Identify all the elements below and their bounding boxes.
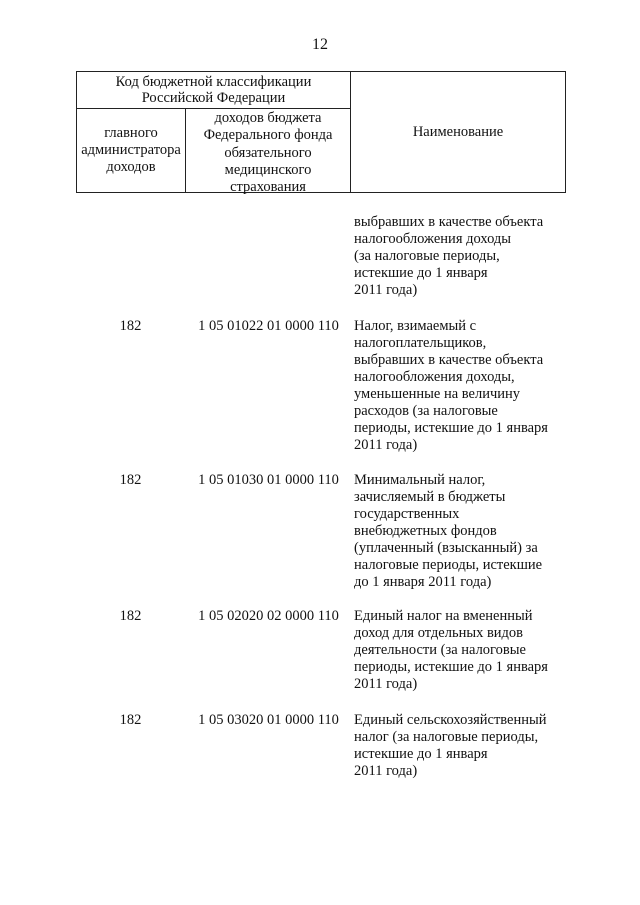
header-col-income-code bbox=[186, 109, 350, 196]
row-income-code: 1 05 02020 02 0000 110 bbox=[198, 608, 339, 624]
row-admin-code: 182 bbox=[119, 318, 142, 334]
row-name-line: налогообложения доходы, bbox=[354, 369, 515, 385]
header-group-title-line: Код бюджетной классификации bbox=[115, 74, 312, 90]
row-name-line: (уплаченный (взысканный) за bbox=[354, 540, 538, 556]
row-name-line: Единый сельскохозяйственный bbox=[354, 712, 547, 728]
header-col-income-line: доходов бюджета bbox=[214, 110, 322, 126]
row-name bbox=[354, 318, 564, 454]
row-admin-code: 182 bbox=[119, 472, 142, 488]
row-name-line: налоговые периоды, истекшие bbox=[354, 557, 543, 573]
row-name-line: 2011 года) bbox=[354, 763, 418, 779]
row-name-line: периоды, истекшие до 1 января bbox=[354, 659, 548, 675]
row-name-line: выбравших в качестве объекта bbox=[354, 214, 544, 230]
row-name-line: 2011 года) bbox=[354, 437, 418, 453]
row-name-line: Минимальный налог, bbox=[354, 472, 486, 488]
row-name-line: 2011 года) bbox=[354, 282, 418, 298]
header-col-income-line: обязательного bbox=[224, 144, 312, 161]
row-admin-code: 182 bbox=[119, 608, 142, 624]
row-income-code: 1 05 01030 01 0000 110 bbox=[198, 472, 339, 488]
row-name-line: (за налоговые периоды, bbox=[354, 248, 500, 264]
row-income-code: 1 05 03020 01 0000 110 bbox=[198, 712, 339, 728]
header-group-title-line: Российской Федерации bbox=[141, 90, 286, 106]
row-name-line: зачисляемый в бюджеты bbox=[354, 489, 506, 505]
row-name-line: Единый налог на вмененный bbox=[354, 608, 533, 624]
row-name bbox=[354, 608, 564, 693]
row-name bbox=[354, 214, 564, 299]
header-col-admin-line: администратора bbox=[81, 142, 181, 158]
header-col-income-line: Федерального фонда bbox=[203, 127, 333, 144]
row-name-line: истекшие до 1 января bbox=[354, 746, 488, 762]
row-name-line: выбравших в качестве объекта bbox=[354, 352, 544, 368]
table-header bbox=[76, 71, 566, 196]
row-name-line: расходов (за налоговые bbox=[354, 403, 498, 419]
row-name-line: деятельности (за налоговые bbox=[354, 642, 526, 658]
header-col-admin-line: главного bbox=[104, 125, 158, 141]
row-name-line: государственных bbox=[354, 506, 460, 522]
row-admin-code: 182 bbox=[119, 712, 142, 728]
header-group-title bbox=[77, 72, 350, 109]
header-col-admin bbox=[77, 109, 186, 192]
header-col-income-line: страхования bbox=[230, 179, 306, 196]
row-name-line: внебюджетных фондов bbox=[354, 523, 497, 539]
header-classification-group bbox=[77, 72, 351, 196]
row-name-line: 2011 года) bbox=[354, 676, 418, 692]
row-name bbox=[354, 712, 564, 780]
row-name-line: уменьшенные на величину bbox=[354, 386, 521, 402]
row-name-line: доход для отдельных видов bbox=[354, 625, 524, 641]
header-col-name: Наименование bbox=[412, 123, 504, 140]
row-name-line: истекшие до 1 января bbox=[354, 265, 488, 281]
row-name-line: налогообложения доходы bbox=[354, 231, 512, 247]
row-name-line: до 1 января 2011 года) bbox=[354, 574, 492, 590]
row-income-code: 1 05 01022 01 0000 110 bbox=[198, 318, 339, 334]
header-col-income-line: медицинского bbox=[224, 161, 312, 178]
row-name bbox=[354, 472, 564, 591]
row-name-line: Налог, взимаемый с bbox=[354, 318, 477, 334]
row-name-line: налог (за налоговые периоды, bbox=[354, 729, 539, 745]
page-number: 12 bbox=[312, 36, 328, 53]
row-name-line: налогоплательщиков, bbox=[354, 335, 487, 351]
row-name-line: периоды, истекшие до 1 января bbox=[354, 420, 548, 436]
header-col-admin-line: доходов bbox=[106, 159, 156, 175]
